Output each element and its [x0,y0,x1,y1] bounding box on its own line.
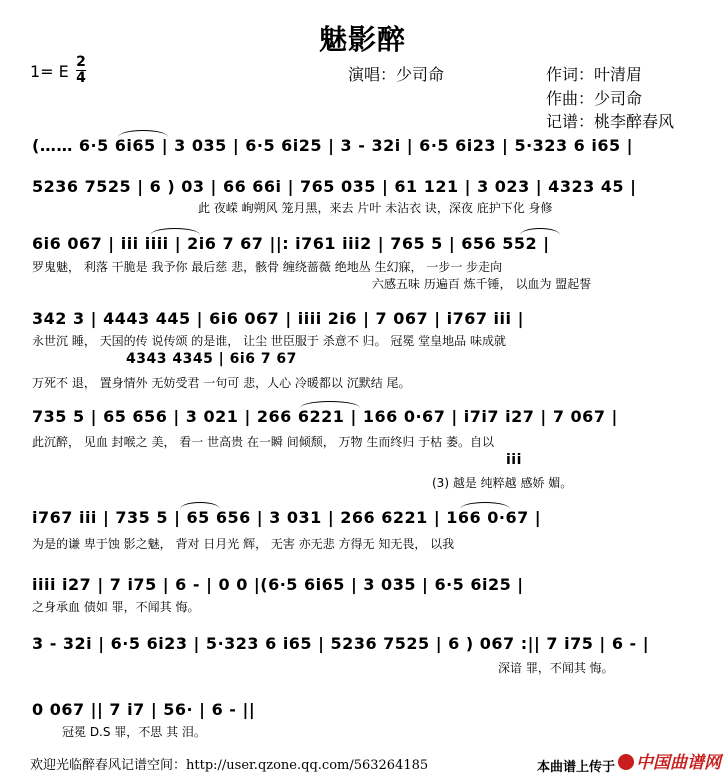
time-signature-bottom: 4 [76,70,86,86]
lyricist: 作词：叶清眉 [546,65,643,84]
site-logo[interactable] [618,748,721,773]
logo-text: 中国曲谱网 [636,753,721,773]
staff-line-9: 0 067 || 7 i7 | 56· | 6 - || [32,700,256,719]
staff-line-8: 3 - 32i | 6·5 6i23 | 5·323 6 i65 | 5236 7525 | 6 ) 067 :|| 7 i75 | 6 - | [32,634,650,653]
footer-text: 欢迎光临醉春风记谱空间：http://user.qzone.qq.com/563264185 [30,758,429,773]
slur-arc [300,401,360,408]
slur-arc [520,228,560,235]
lyric-line-5: 万死不 退， 置身情外 无妨受君 一句可 悲，人心 冷暖都以 沉默结 尾。 [32,376,411,390]
lyric-line-1: 此 夜嵘 峋朔风 笼月黑，来去 片叶 未沾衣 诀，深夜 庇护下化 身修 [198,201,553,215]
transcriber: 记谱：桃李醉春风 [546,112,675,131]
staff-line-1: (…… 6·5 6i65 | 3 035 | 6·5 6i25 | 3 - 32i | 6·5 6i23 | 5·323 6 i65 | [32,136,634,155]
slur-arc [460,502,510,509]
lyric-line-7: (3) 越是 纯粹越 感娇 媚。 [432,476,573,490]
slur-arc [118,130,168,137]
lyric-line-9: 之身承血 债如 罪，不闻其 悔。 [32,600,200,614]
slur-arc [150,228,200,235]
composer: 作曲：少司命 [546,89,643,108]
slur-arc [180,502,220,509]
lyric-line-11: 冠冕 D.S 罪，不思 其 泪。 [62,725,206,739]
singer: 演唱：少司命 [348,65,445,84]
lyric-line-2: 罗鬼魅， 利落 干脆是 我予你 最后慈 悲，骸骨 缠绕蔷薇 绝地丛 生幻寐， 一步一 步走向 [32,260,503,274]
lyric-line-10: 深谙 罪，不闻其 悔。 [498,661,614,675]
lyric-line-6: 此沉醉， 见血 封喉之 美， 看一 世高贵 在一瞬 间倾颓， 万物 生而终归 于枯 萎。自以 [32,435,494,449]
alt-staff-1: 4343 4345 | 6i6 7 67 [126,351,297,367]
staff-line-3: 6i6 067 | iii iiii | 2i6 7 67 ||: i761 iii2 | 765 5 | 656 552 | [32,234,550,253]
lyric-line-3: 六感五味 历遍百 炼千锤， 以血为 盟起誓 [372,277,592,291]
key-signature: 1= E [30,62,69,81]
time-signature [76,56,86,85]
staff-line-7: iiii i27 | 7 i75 | 6 - | 0 0 |(6·5 6i65 | 3 035 | 6·5 6i25 | [32,575,524,594]
staff-line-4: 342 3 | 4443 445 | 6i6 067 | iiii 2i6 | 7 067 | i767 iii | [32,309,524,328]
upload-text: 本曲谱上传于 [537,760,616,775]
time-signature-top: 2 [76,54,86,70]
staff-line-5: 735 5 | 65 656 | 3 021 | 266 6221 | 166 0·67 | i7i7 i27 | 7 067 | [32,407,618,426]
music-note-icon [618,754,634,770]
alt-staff-2: iii [506,452,522,468]
page-title: 魅影醉 [318,23,406,56]
lyric-line-8: 为是的谦 卑于蚀 影之魅， 背对 日月光 辉， 无害 亦无悲 方得无 知无畏， 以我 [32,537,455,551]
staff-line-6: i767 iii | 735 5 | 65 656 | 3 031 | 266 6221 | 166 0·67 | [32,508,542,527]
staff-line-2: 5236 7525 | 6 ) 03 | 66 66i | 765 035 | 61 121 | 3 023 | 4323 45 | [32,177,637,196]
lyric-line-4: 永世沉 睡， 天国的传 说传颂 的是谁， 让尘 世臣服于 杀意不 归。 冠冕 堂皇地品 味成就 [32,334,506,348]
